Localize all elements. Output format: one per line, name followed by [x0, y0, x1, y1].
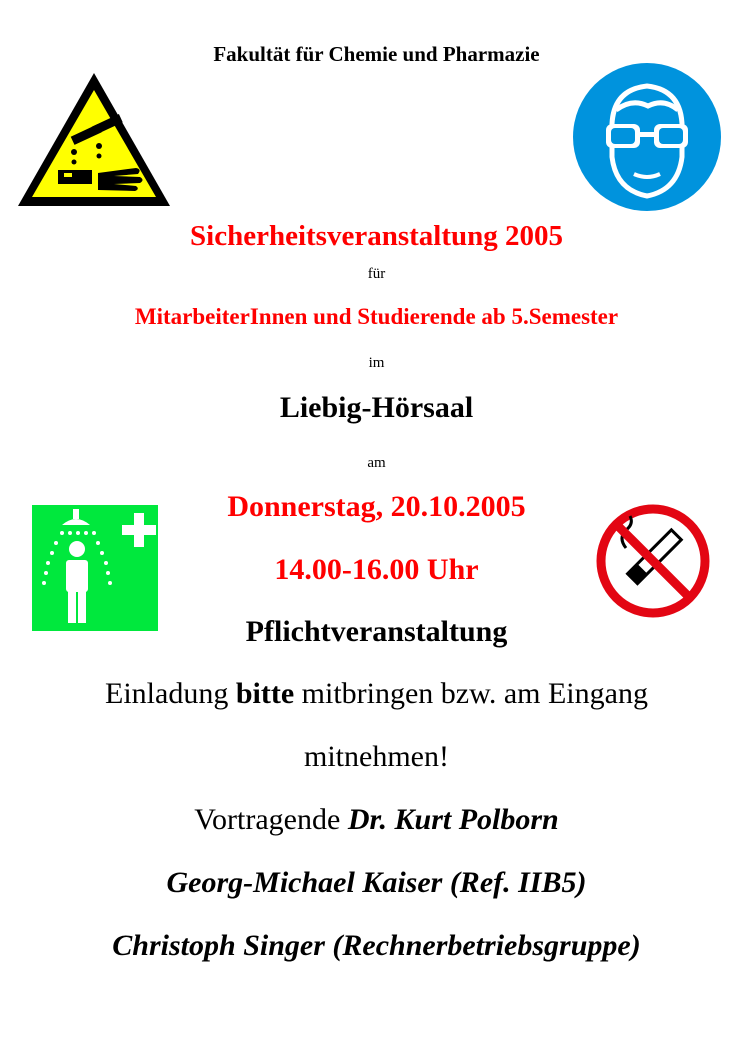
event-time: 14.00-16.00 Uhr: [274, 553, 479, 586]
invitation-line: [0, 677, 753, 711]
mandatory-label: Pflichtveranstaltung: [245, 615, 508, 648]
on-word: am: [367, 455, 386, 471]
corrosive-warning-icon: [14, 70, 174, 210]
speaker-2: Georg-Michael Kaiser (Ref. IIB5): [166, 866, 587, 899]
invitation-part1: Einladung: [105, 677, 236, 710]
faculty-heading: Fakultät für Chemie und Pharmazie: [213, 42, 540, 66]
event-location: Liebig-Hörsaal: [279, 391, 474, 424]
speaker-1: Dr. Kurt Polborn: [347, 803, 559, 836]
speaker-3: Christoph Singer (Rechnerbetriebsgruppe): [112, 929, 641, 962]
invitation-line2: mitnehmen!: [304, 740, 449, 773]
eye-protection-icon: [572, 62, 722, 212]
event-date: Donnerstag, 20.10.2005: [227, 490, 526, 523]
no-smoking-icon: [596, 504, 710, 618]
invitation-emphasis: bitte: [235, 677, 295, 710]
emergency-shower-icon: [32, 505, 158, 631]
speakers-line: [0, 803, 753, 837]
in-word: im: [368, 355, 385, 371]
event-audience: MitarbeiterInnen und Studierende ab 5.Semester: [134, 304, 619, 329]
invitation-part2: mitbringen bzw. am Eingang: [294, 677, 648, 710]
speakers-intro: Vortragende: [194, 803, 348, 836]
event-title: Sicherheitsveranstaltung 2005: [190, 220, 563, 252]
for-word: für: [367, 266, 386, 282]
